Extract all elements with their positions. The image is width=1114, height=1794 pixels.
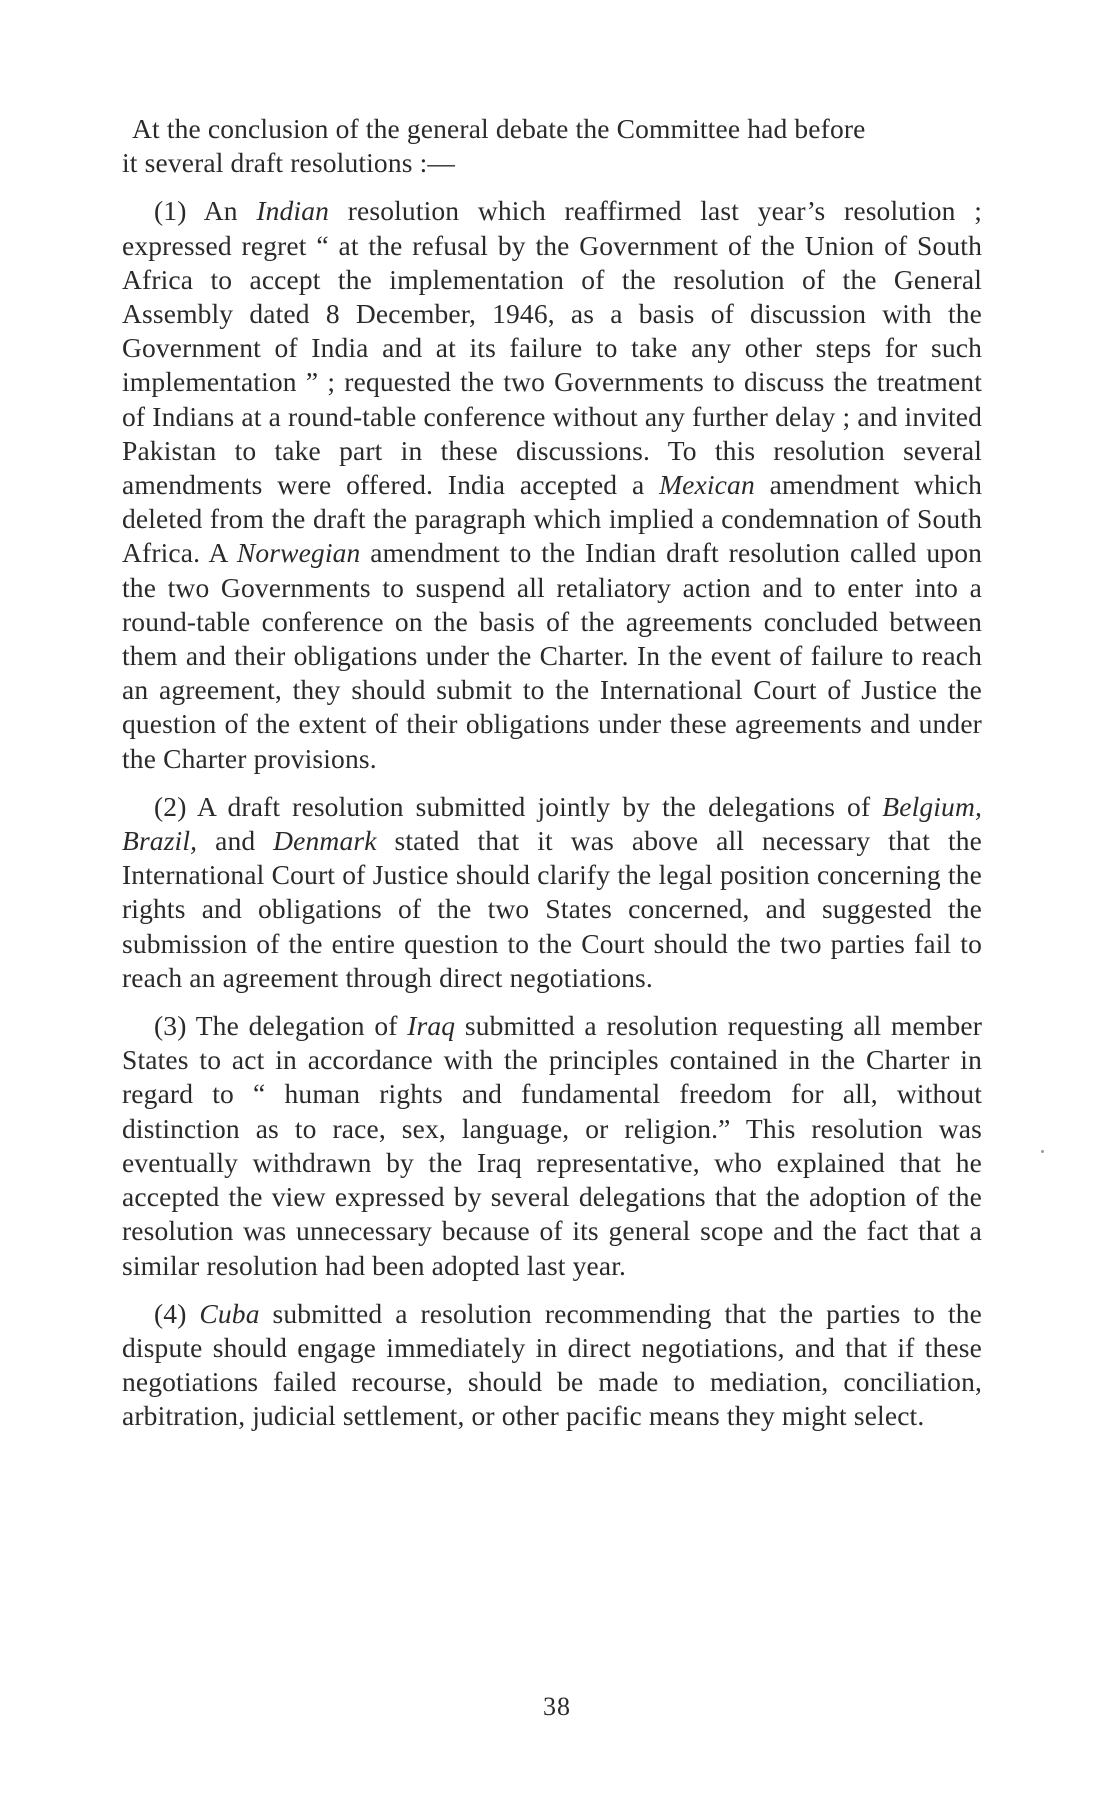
paragraph-number: (3): [154, 1010, 187, 1042]
text-run: submitted a resolution recommending that the parties to the dispute should engage immediately in direct negotiations, and that if these negotiations failed recourse, should be made to mediation, conciliation, arbitration, judicial settlement, or other pacific means they might select.: [122, 1297, 982, 1432]
paragraph-text: [122, 1298, 982, 1432]
italic-name: Norwegian: [236, 537, 361, 569]
text-run: stated that it was above all necessary that the International Court of Justice should clarify the legal position concerning the rights and obligations of the two States concerned, and suggested the submission of the entire question to the Court should the two parties fail to reach an agreement through direct negotiations.: [122, 825, 982, 993]
italic-name: Belgium, Brazil,: [122, 790, 982, 857]
text-run: resolution which reaffirmed last year’s resolution ; expressed regret “ at the refusal by the Government of the Union of South Africa to accept the implementation of the resolution of the General Assembly dated 8 December, 1946, as a basis of discussion with the Government of India and at its failure to take any other steps for such implementation ” ; requested the two Governments to discuss the treatment of Indians at a round-table conference without any further delay ; and invited Pakistan to take part in these discussions. To this resolution several amendments were offered. India accepted a: [122, 195, 983, 501]
body-text: [122, 112, 982, 1434]
italic-name: Iraq: [407, 1010, 456, 1042]
italic-name: Mexican: [659, 469, 755, 501]
text-run: amendment which deleted from the draft the paragraph which implied a condemnation of South Africa. A: [122, 469, 982, 569]
paragraph-text: [122, 195, 982, 773]
text-run: submitted a resolution requesting all member States to act in accordance with the principles contained in the Charter in regard to “ human rights and fundamental freedom for all, without distinction as to race, sex, language, or religion.” This resolution was eventually withdrawn by the Iraq representative, who explained that he accepted the view expressed by several delegations that the adoption of the resolution was unnecessary because of its general scope and the fact that a similar resolution had been adopted last year.: [122, 1010, 983, 1281]
intro-line-1: At the conclusion of the general debate the Committee had before: [132, 113, 866, 144]
italic-name: Denmark: [273, 825, 377, 857]
text-run: amendment to the Indian draft resolution called upon the two Governments to suspend all retaliatory action and to enter into a round-table conference on the basis of the agreements concluded between them and their obligations under the Charter. In the event of failure to reach an agreement, they should submit to the International Court of Justice the question of the extent of their obligations under these agreements and under the Charter provisions.: [122, 537, 982, 774]
text-run: The delegation of: [195, 1010, 408, 1042]
paragraph-1: [122, 194, 982, 775]
paragraph-text: [122, 1010, 982, 1280]
italic-name: Indian: [256, 195, 330, 227]
italic-name: Cuba: [199, 1297, 260, 1329]
intro-line-2: it several draft resolutions :—: [122, 147, 456, 179]
paragraph-2: [122, 790, 982, 995]
paragraph-3: [122, 1009, 982, 1283]
text-run: An: [203, 195, 257, 227]
text-run: A draft resolution submitted jointly by the delegations of: [197, 790, 883, 822]
text-run: and: [197, 825, 274, 857]
paragraph-text: [122, 791, 982, 993]
margin-speck: [1041, 1150, 1044, 1153]
paragraph-number: (4): [154, 1297, 187, 1329]
paragraph-4: [122, 1297, 982, 1434]
paragraph-number: (1): [154, 195, 187, 227]
page-number: 38: [543, 1692, 571, 1721]
paragraph-number: (2): [154, 790, 187, 822]
